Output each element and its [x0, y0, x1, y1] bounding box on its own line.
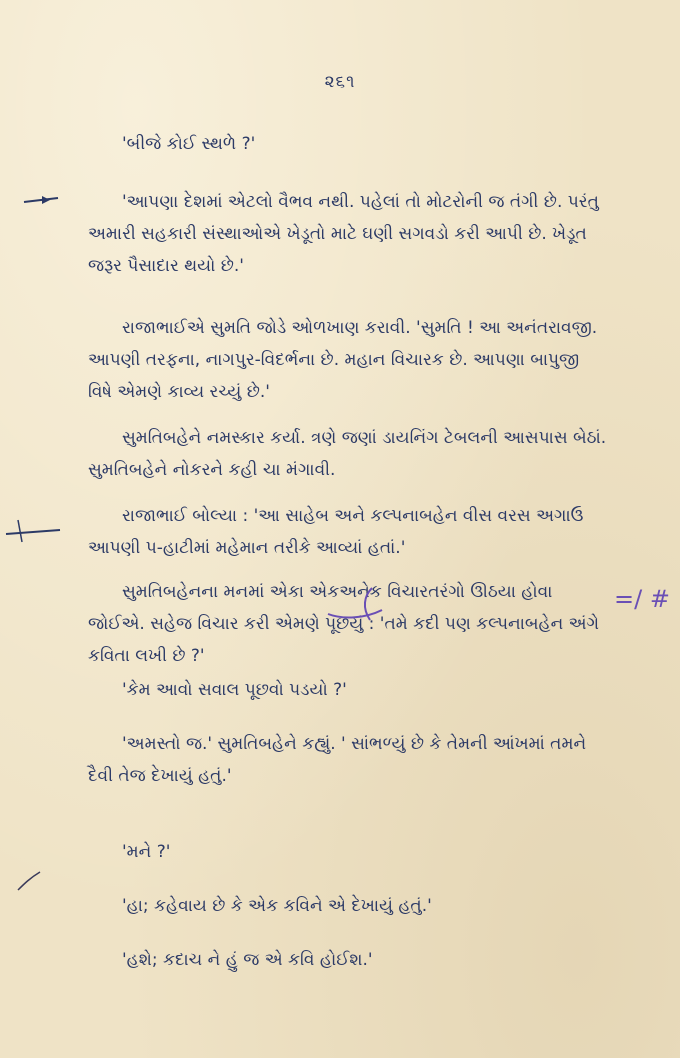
paragraph-7: 'કેમ આવો સવાલ પૂછવો પડયો ?'	[122, 680, 347, 700]
margin-tick-mark-3	[14, 868, 44, 896]
paragraph-4: સુમતિબહેને નમસ્કાર કર્યા. ત્રણે જણાં ડાયનિંગ ટેબલની આસપાસ બેઠાં. સુમતિબહેને નોકરને કહી ચા મંગાવી.	[88, 428, 607, 480]
paragraph-10: 'હા; કહેવાય છે કે એક કવિને એ દેખાયું હતું.'	[122, 896, 432, 916]
pencil-correction-mark	[326, 586, 386, 626]
paragraph-3: રાજાભાઈએ સુમતિ જોડે ઓળખાણ કરાવી. 'સુમતિ ! આ અનંતરાવજી. આપણી તરફના, નાગપુર-વિદર્ભના છે. મહાન વિચારક છે. આપણા બાપુજી વિષે એમણે કાવ્ય રચ્યું છે.'	[88, 318, 598, 402]
paragraph-5: રાજાભાઈ બોલ્યા : 'આ સાહેબ અને કલ્પનાબહેન વીસ વરસ અગાઉ આપણી પ-હાટીમાં મહેમાન તરીકે આવ્યાં હતાં.'	[88, 506, 584, 558]
paragraph-11: 'હશે; કદાચ ને હું જ એ કવિ હોઈશ.'	[122, 950, 373, 970]
paragraph-1: 'બીજે કોઈ સ્થળે ?'	[122, 134, 256, 154]
margin-tick-mark-1	[22, 190, 62, 214]
paragraph-6: સુમતિબહેનના મનમાં એકા એકઅનેક વિચારતરંગો ઊઠયા હોવા જોઈએ. સહેજ વિચાર કરી એમણે પૂછયું : 'તમે કદી પણ કલ્પનાબહેન અંગે કવિતા લખી છે ?'	[88, 582, 600, 666]
paragraph-8: 'અમસ્તો જ.' સુમતિબહેને કહ્યું. ' સાંભળ્યું છે કે તેમની આંખમાં તમને દૈવી તેજ દેખાયું હતું.'	[88, 734, 587, 786]
margin-annotation: =/ #	[614, 585, 670, 613]
paragraph-9: 'મને ?'	[122, 842, 171, 862]
page-number: ૨૬૧	[324, 72, 356, 92]
margin-tick-mark-2	[4, 516, 64, 546]
paragraph-2: 'આપણા દેશમાં એટલો વૈભવ નથી. પહેલાં તો મોટરોની જ તંગી છે. પરંતુ અમારી સહકારી સંસ્થાઓએ ખેડૂતો માટે ઘણી સગવડો કરી આપી છે. ખેડૂત જરૂર પૈસાદાર થયો છે.'	[88, 192, 599, 276]
